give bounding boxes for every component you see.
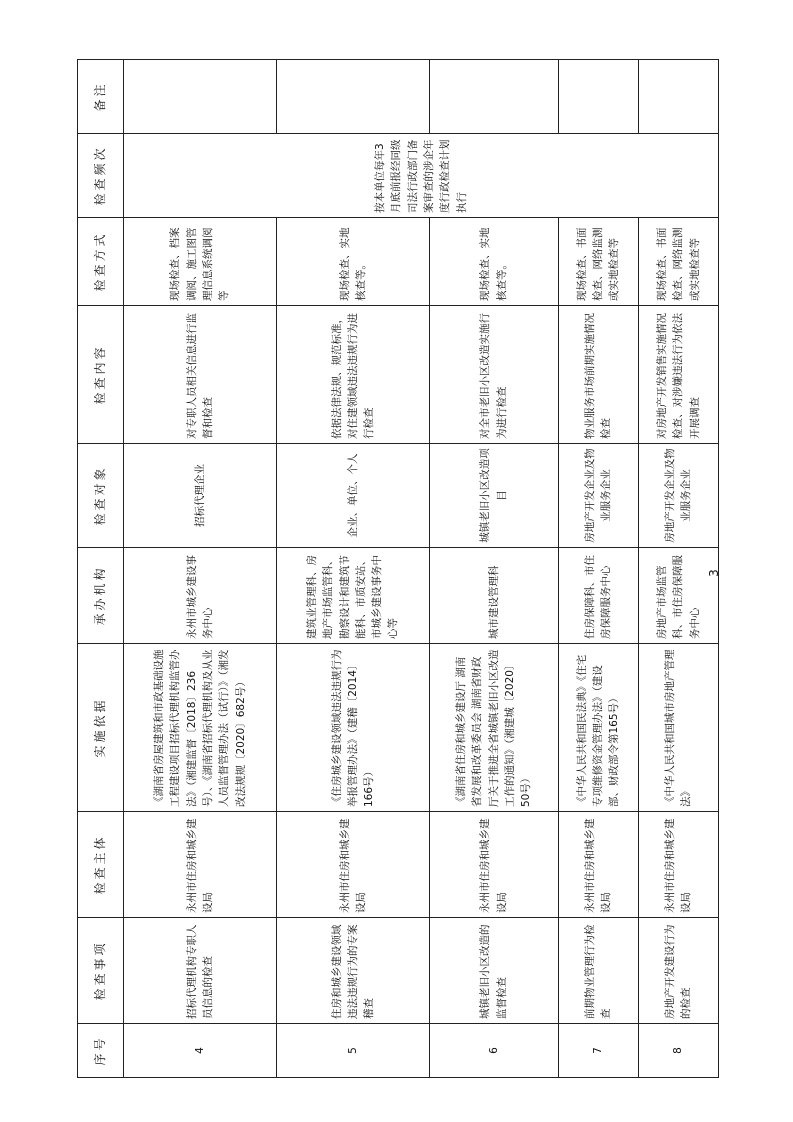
cell-method: 现场检查、档案调阅、施工图管理信息系统调阅等 — [124, 218, 277, 306]
header-item: 检查事项 — [78, 918, 124, 1024]
cell-remark — [429, 60, 558, 134]
cell-subject: 永州市住房和城乡建设局 — [124, 812, 277, 918]
cell-content: 依据法律法规、规范标准，对住建领域违法违规行为进行检查 — [276, 306, 429, 444]
cell-content: 物业服务市场前期实施情况检查 — [558, 306, 638, 444]
cell-remark — [276, 60, 429, 134]
cell-basis: 《中华人民共和国民法典》《住宅专项维修资金管理办法》（建设部、财政部令第165号） — [558, 644, 638, 812]
header-freq: 检查频次 — [78, 134, 124, 218]
cell-seq: 7 — [558, 1024, 638, 1078]
cell-item: 房地产开发建设行为的检查 — [638, 918, 718, 1024]
rotated-table-wrapper — [77, 60, 719, 1078]
cell-target: 企业、单位、个人 — [276, 444, 429, 548]
cell-basis: 《住房城乡建设领域违法违规行为举报管理办法》（建稽〔2014〕166号） — [276, 644, 429, 812]
cell-org: 建筑业管理科、房地产市场监管科、勘察设计和建筑节能科、市质安站、市城乡建设事务中心等 — [276, 548, 429, 644]
cell-method: 现场检查、实地核查等。 — [429, 218, 558, 306]
header-subject: 检查主体 — [78, 812, 124, 918]
cell-seq: 4 — [124, 1024, 277, 1078]
cell-seq: 8 — [638, 1024, 718, 1078]
cell-content: 对全市老旧小区改造实施行为进行检查 — [429, 306, 558, 444]
cell-org: 房地产市场监管科、市住房保障服务中心 — [638, 548, 718, 644]
cell-remark — [124, 60, 277, 134]
header-org: 承办机构 — [78, 548, 124, 644]
header-basis: 实施依据 — [78, 644, 124, 812]
header-row — [78, 60, 124, 1078]
header-seq: 序号 — [78, 1024, 124, 1078]
cell-remark — [558, 60, 638, 134]
cell-item: 招标代理机构专职人员信息的检查 — [124, 918, 277, 1024]
cell-content: 对房地产开发销售实施情况检查、对涉嫌违法行为依法开展调查 — [638, 306, 718, 444]
cell-subject: 永州市住房和城乡建设局 — [276, 812, 429, 918]
cell-item: 前期物业管理行为检查 — [558, 918, 638, 1024]
cell-basis: 《湖南省房屋建筑和市政基础设施工程建设项目招标代理机构监管办法》（湘建监督〔2018〕236号）、《湖南省招标代理机构及从业人员监督管理办法（试行）》（湘发改法规规〔2020〕682号） — [124, 644, 277, 812]
cell-subject: 永州市住房和城乡建设局 — [558, 812, 638, 918]
cell-remark — [638, 60, 718, 134]
table-row — [124, 60, 277, 1078]
cell-target: 房地产开发企业及物业服务企业 — [638, 444, 718, 548]
cell-content: 对专职人员相关信息进行监督和检查 — [124, 306, 277, 444]
cell-method: 现场检查、书面检查、网络监测或实地检查等 — [638, 218, 718, 306]
cell-basis: 《中华人民共和国城市房地产管理法》 — [638, 644, 718, 812]
inspection-table — [77, 59, 719, 1078]
cell-org: 住房保障科、市住房保障服务中心 — [558, 548, 638, 644]
page-number: 3 — [706, 569, 721, 577]
cell-target: 城镇老旧小区改造项目 — [429, 444, 558, 548]
cell-frequency: 按本单位每年3月底前报经同级司法行政部门备案审查的涉企年度行政检查计划执行 — [124, 134, 719, 218]
cell-seq: 6 — [429, 1024, 558, 1078]
header-method: 检查方式 — [78, 218, 124, 306]
cell-org: 城市建设管理科 — [429, 548, 558, 644]
cell-target: 房地产开发企业及物业服务企业 — [558, 444, 638, 548]
cell-item: 城镇老旧小区改造的监督检查 — [429, 918, 558, 1024]
cell-seq: 5 — [276, 1024, 429, 1078]
cell-method: 现场检查、书面检查、网络监测或实地检查等 — [558, 218, 638, 306]
cell-target: 招标代理企业 — [124, 444, 277, 548]
cell-subject: 永州市住房和城乡建设局 — [429, 812, 558, 918]
cell-subject: 永州市住房和城乡建设局 — [638, 812, 718, 918]
cell-item: 住房和城乡建设领域违法违规行为的专案稽查 — [276, 918, 429, 1024]
header-remark: 备注 — [78, 60, 124, 134]
header-target: 检查对象 — [78, 444, 124, 548]
cell-method: 现场检查、实地核查等。 — [276, 218, 429, 306]
header-content: 检查内容 — [78, 306, 124, 444]
cell-basis: 《湖南省住房和城乡建设厅 湖南省发展和改革委员会 湖南省财政厅关于推进全省城镇老旧小区改造工作的通知》（湘建城〔2020〕50号） — [429, 644, 558, 812]
cell-org: 永州市城乡建设事务中心 — [124, 548, 277, 644]
